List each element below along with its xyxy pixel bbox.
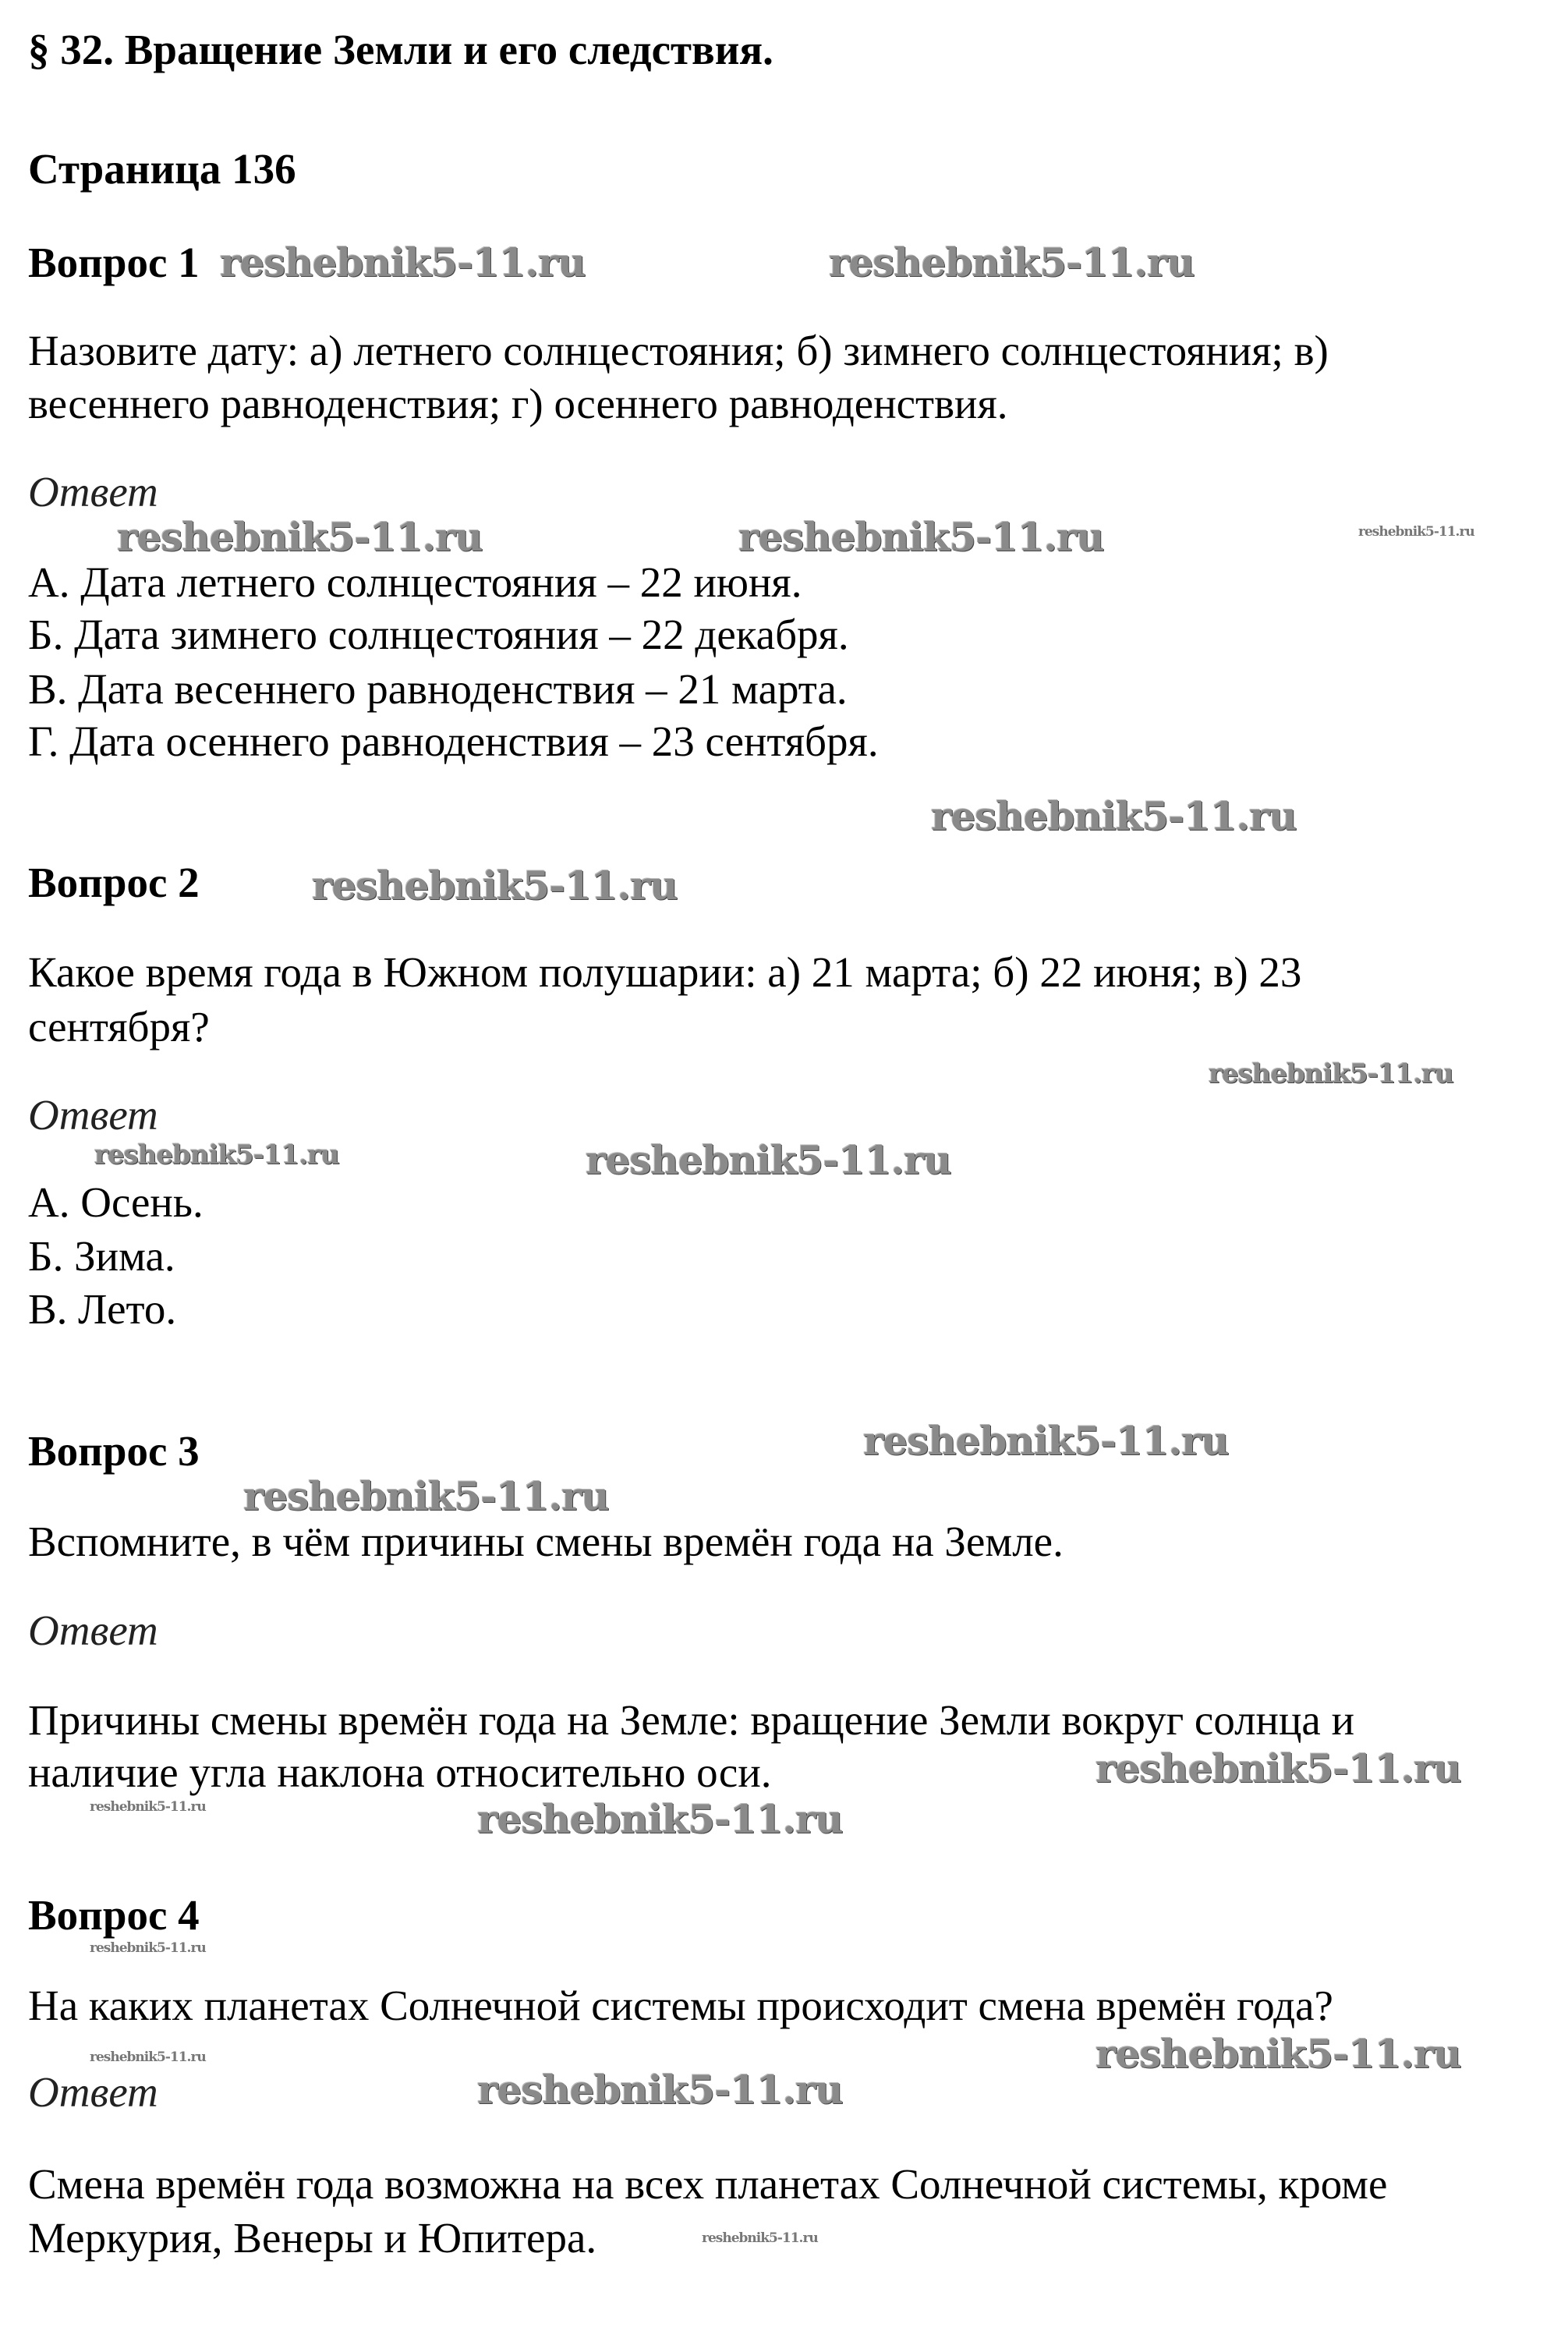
answer-2-line: Б. Зима. (28, 1232, 175, 1280)
watermark: reshebnik5-11.ru (117, 514, 483, 560)
question-2-heading: Вопрос 2 (28, 859, 200, 906)
watermark: reshebnik5-11.ru (1095, 1745, 1461, 1791)
question-1-text: весеннего равноденствия; г) осеннего равноденствия. (28, 380, 1008, 427)
watermark: reshebnik5-11.ru (94, 1139, 339, 1171)
question-4-heading: Вопрос 4 (28, 1891, 200, 1939)
watermark: reshebnik5-11.ru (477, 1796, 843, 1842)
question-2-text: сентября? (28, 1003, 210, 1050)
answer-label: Ответ (28, 1091, 158, 1139)
answer-3-line: наличие угла наклона относительно оси. (28, 1748, 772, 1796)
watermark: reshebnik5-11.ru (586, 1137, 951, 1183)
answer-label: Ответ (28, 2068, 158, 2116)
section-title: § 32. Вращение Земли и его следствия. (28, 26, 773, 73)
answer-4-line: Меркурия, Венеры и Юпитера. (28, 2214, 597, 2262)
watermark: reshebnik5-11.ru (863, 1418, 1229, 1464)
watermark: reshebnik5-11.ru (1095, 2031, 1461, 2077)
watermark: reshebnik5-11.ru (702, 2230, 818, 2246)
question-2-text: Какое время года в Южном полушарии: а) 21 марта; б) 22 июня; в) 23 (28, 948, 1302, 996)
watermark: reshebnik5-11.ru (220, 239, 586, 285)
question-1-heading: Вопрос 1 (28, 239, 200, 286)
answer-1-line: В. Дата весеннего равноденствия – 21 марта. (28, 665, 848, 713)
answer-label: Ответ (28, 1607, 158, 1654)
watermark: reshebnik5-11.ru (1358, 524, 1474, 540)
answer-1-line: Б. Дата зимнего солнцестояния – 22 декабря. (28, 611, 849, 658)
watermark: reshebnik5-11.ru (738, 514, 1104, 560)
watermark: reshebnik5-11.ru (477, 2067, 843, 2113)
watermark: reshebnik5-11.ru (1209, 1058, 1453, 1089)
watermark: reshebnik5-11.ru (90, 2049, 206, 2065)
answer-4-line: Смена времён года возможна на всех планетах Солнечной системы, кроме (28, 2160, 1388, 2208)
watermark: reshebnik5-11.ru (829, 239, 1195, 285)
page-label: Страница 136 (28, 145, 296, 193)
answer-1-line: А. Дата летнего солнцестояния – 22 июня. (28, 558, 802, 606)
answer-3-line: Причины смены времён года на Земле: вращение Земли вокруг солнца и (28, 1696, 1354, 1744)
answer-2-line: А. Осень. (28, 1178, 204, 1226)
watermark: reshebnik5-11.ru (312, 863, 678, 909)
watermark: reshebnik5-11.ru (90, 1799, 206, 1815)
question-4-text: На каких планетах Солнечной системы происходит смена времён года? (28, 1982, 1333, 2029)
question-3-text: Вспомните, в чём причины смены времён года на Земле. (28, 1518, 1064, 1565)
answer-2-line: В. Лето. (28, 1285, 177, 1333)
watermark: reshebnik5-11.ru (931, 793, 1297, 839)
watermark: reshebnik5-11.ru (90, 1940, 206, 1956)
question-3-heading: Вопрос 3 (28, 1427, 200, 1475)
answer-label: Ответ (28, 468, 158, 515)
question-1-text: Назовите дату: а) летнего солнцестояния; б) зимнего солнцестояния; в) (28, 327, 1329, 374)
answer-1-line: Г. Дата осеннего равноденствия – 23 сентября. (28, 717, 879, 765)
watermark: reshebnik5-11.ru (243, 1473, 609, 1519)
